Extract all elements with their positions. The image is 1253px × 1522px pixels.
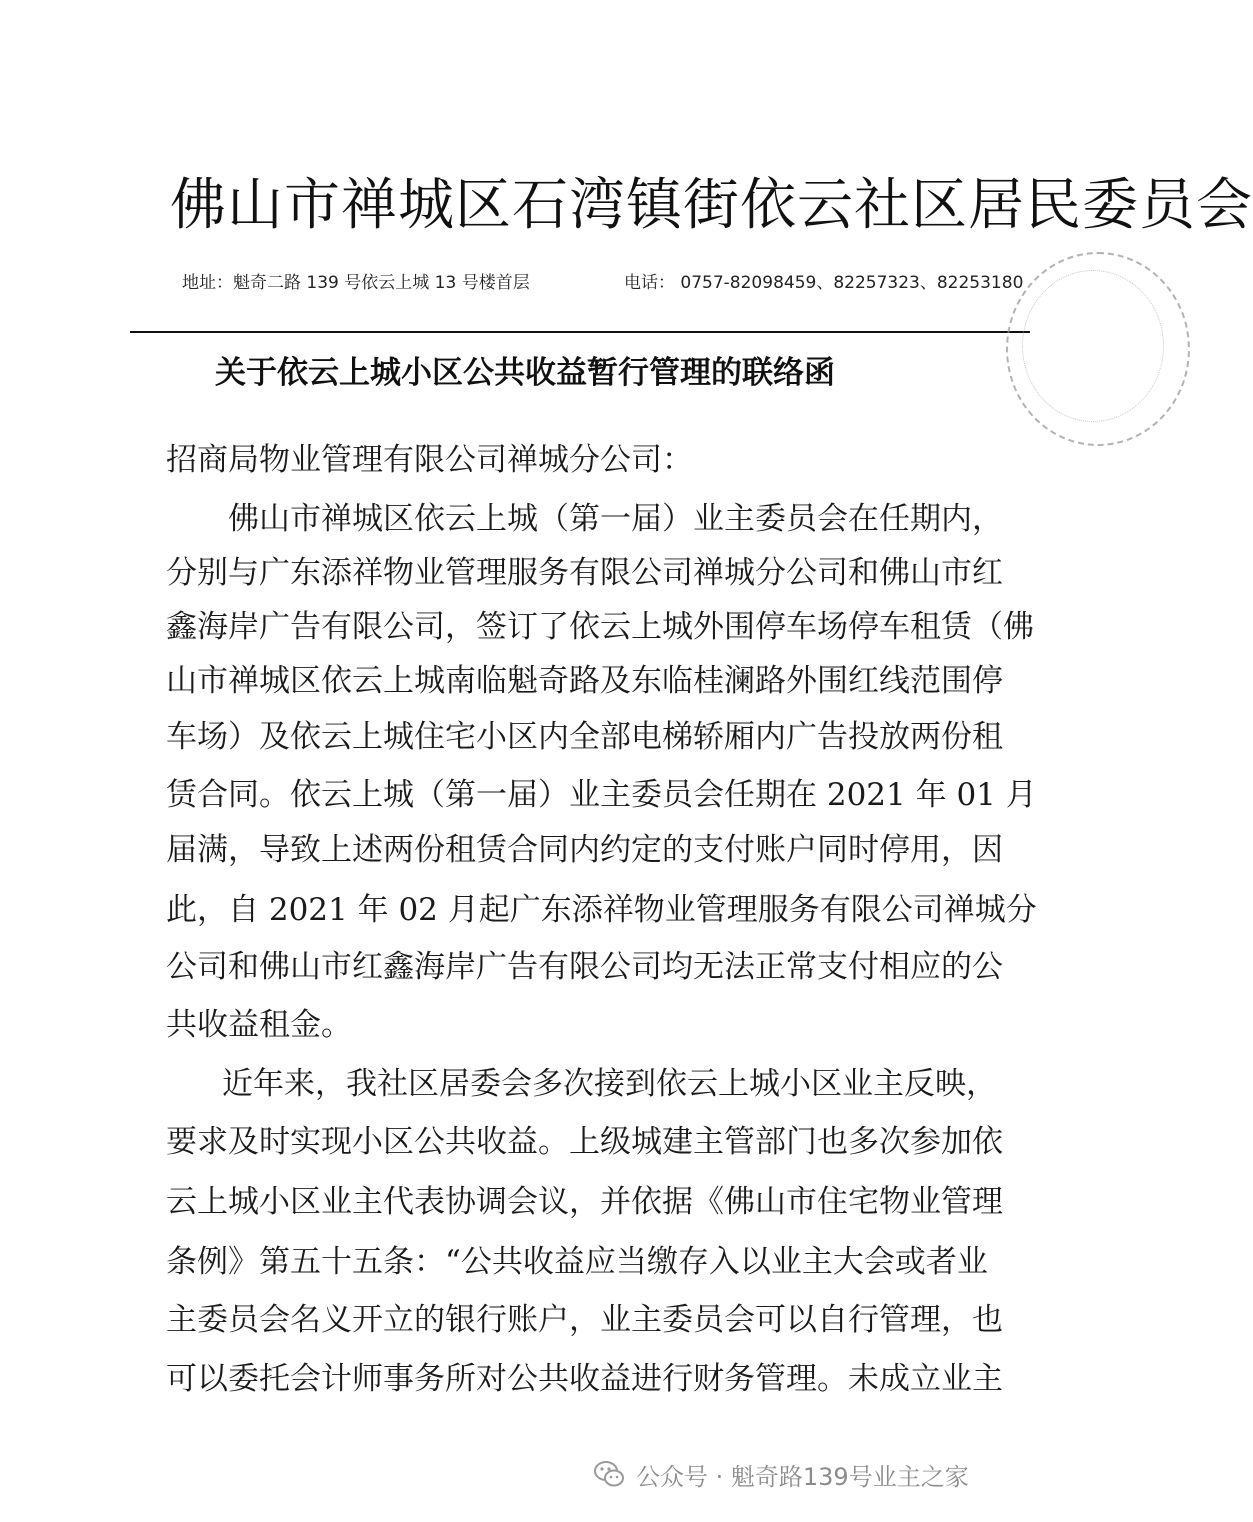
body-line: 主委员会名义开立的银行账户，业主委员会可以自行管理，也 [166,1302,1003,1338]
document-title: 关于依云上城小区公共收益暂行管理的联络函 [215,355,835,391]
address-line: 地址：魁奇二路 139 号依云上城 13 号楼首层 [182,273,530,293]
body-line: 此，自 2021 年 02 月起广东添祥物业管理服务有限公司禅城分 [166,892,1037,928]
body-line: 云上城小区业主代表协调会议，并依据《佛山市住宅物业管理 [166,1184,1003,1220]
body-line: 可以委托会计师事务所对公共收益进行财务管理。未成立业主 [166,1361,1003,1397]
header-divider [130,331,1030,333]
body-line: 佛山市禅城区依云上城（第一届）业主委员会在任期内， [228,501,1003,537]
watermark-text: 公众号 · 魁奇路139号业主之家 [636,1462,969,1491]
phone-line: 电话： 0757-82098459、82257323、82253180 [624,273,1024,293]
organization-name: 佛山市禅城区石湾镇街依云社区居民委员会 [170,173,1253,238]
watermark [592,1452,969,1496]
body-line: 共收益租金。 [166,1007,352,1043]
salutation: 招商局物业管理有限公司禅城分公司： [166,442,693,478]
body-line: 届满，导致上述两份租赁合同内约定的支付账户同时停用，因 [166,832,1003,868]
body-line: 鑫海岸广告有限公司，签订了依云上城外围停车场停车租赁（佛 [166,609,1034,645]
body-line: 分别与广东添祥物业管理服务有限公司禅城分公司和佛山市红 [166,555,1003,591]
official-seal-inner [1022,270,1164,422]
body-line: 赁合同。依云上城（第一届）业主委员会任期在 2021 年 01 月 [166,777,1037,813]
body-line: 车场）及依云上城住宅小区内全部电梯轿厢内广告投放两份租 [166,719,1003,755]
wechat-icon [592,1457,626,1491]
body-line: 条例》第五十五条：“公共收益应当缴存入以业主大会或者业 [166,1244,988,1280]
body-line: 要求及时实现小区公共收益。上级城建主管部门也多次参加依 [166,1124,1003,1160]
body-line: 近年来，我社区居委会多次接到依云上城小区业主反映， [222,1066,997,1102]
body-line: 山市禅城区依云上城南临魁奇路及东临桂澜路外围红线范围停 [166,663,1003,699]
body-line: 公司和佛山市红鑫海岸广告有限公司均无法正常支付相应的公 [166,949,1003,985]
